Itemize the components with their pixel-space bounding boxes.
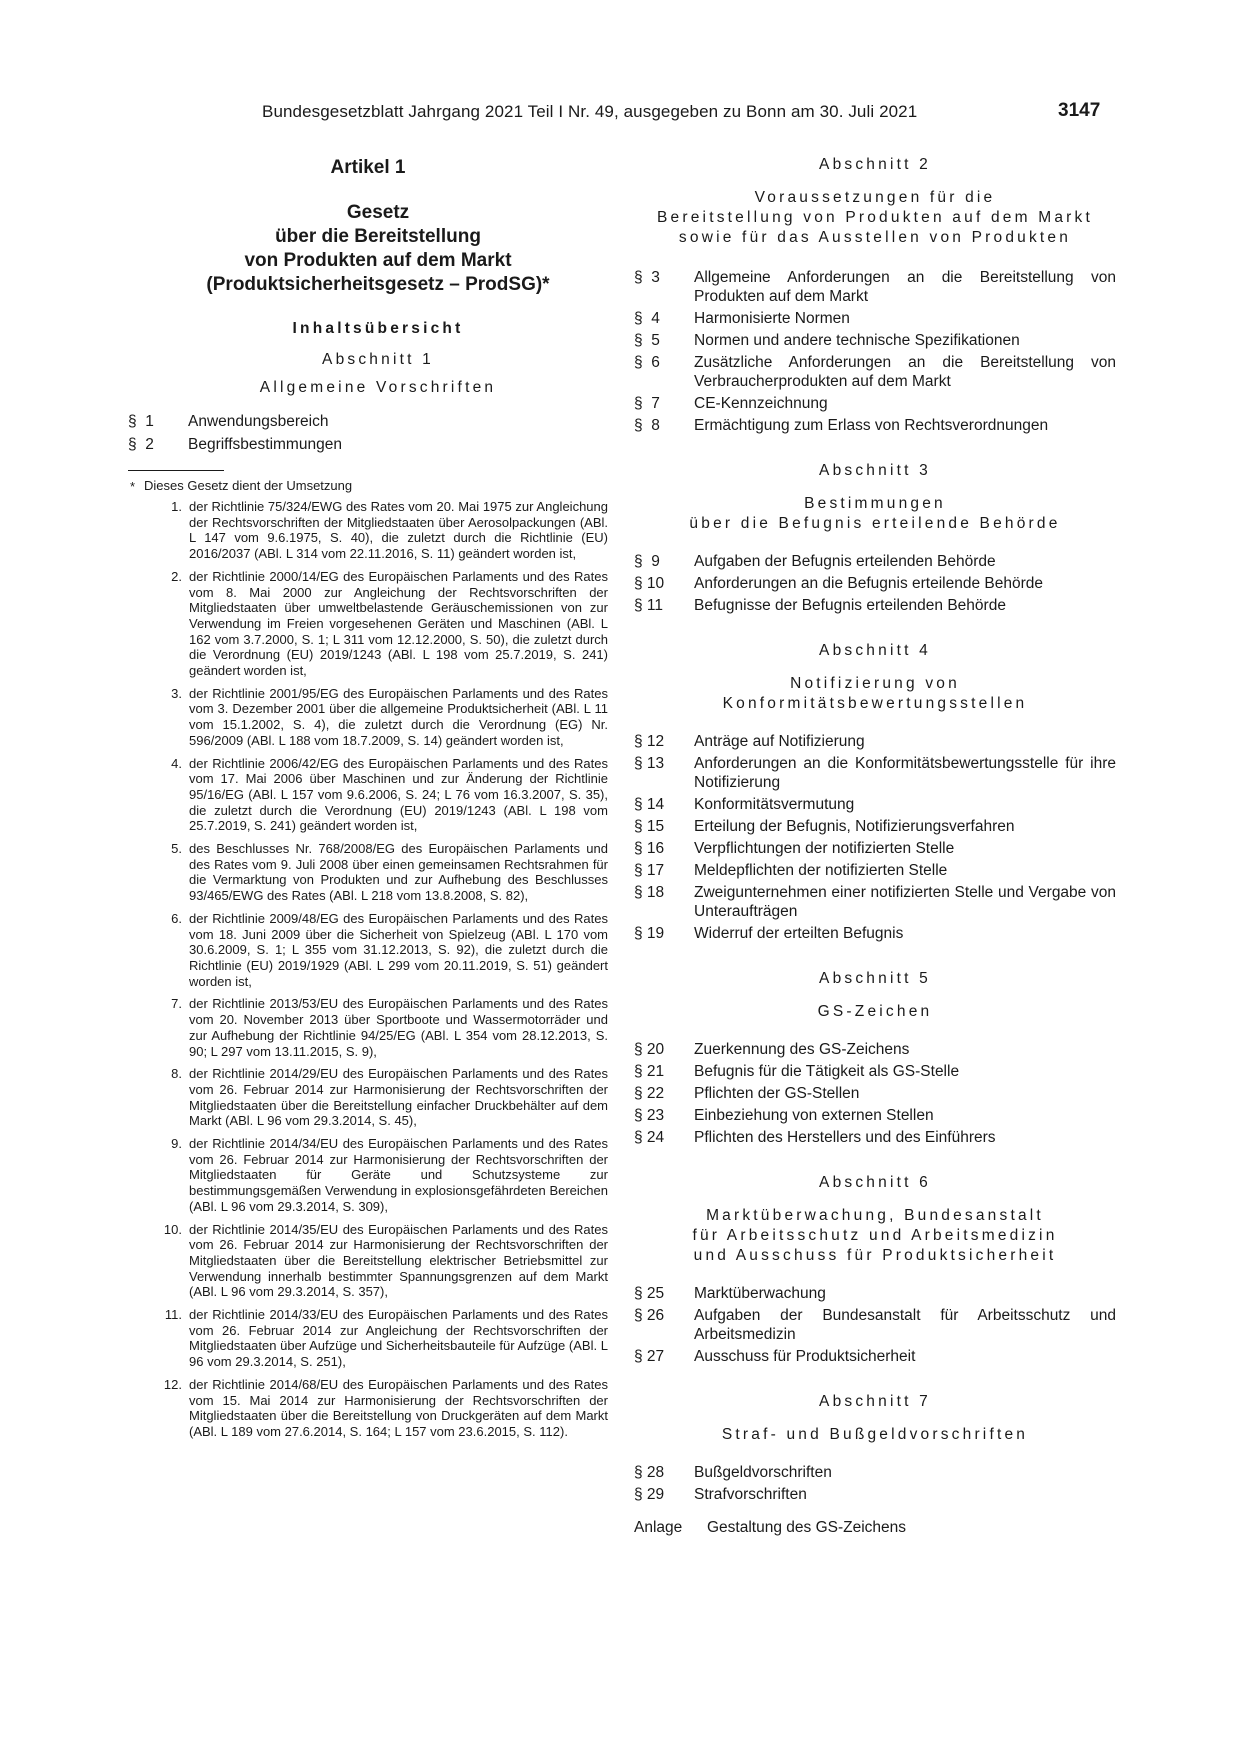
section-label: Abschnitt 5 bbox=[819, 970, 931, 987]
section-title-line: Voraussetzungen für die bbox=[754, 189, 996, 206]
paragraph-number: § 29 bbox=[634, 1486, 665, 1503]
law-title-line: Gesetz bbox=[346, 202, 410, 223]
footnote-item bbox=[160, 1307, 608, 1370]
paragraph-number: § 28 bbox=[634, 1464, 665, 1481]
toc-item[interactable] bbox=[634, 416, 1116, 435]
footnote-item-text: der Richtlinie 2014/29/EU des Europäischen Parlaments und des Rates vom 26. Februar 2014 zur Harmonisierung der Rechtsvorschriften der Mitgliedstaaten über die Bereitstellung einfacher Druckbehälter auf dem Markt (ABl. L 96 vom 29.3.2014, S. 45), bbox=[189, 1066, 608, 1129]
toc-item[interactable] bbox=[634, 1084, 1116, 1103]
toc-item-title: Zuerkennung des GS-Zeichens bbox=[694, 1041, 910, 1058]
toc-item[interactable] bbox=[634, 309, 1116, 328]
paragraph-number: § 27 bbox=[634, 1348, 665, 1365]
footnote-item-number: 4. bbox=[171, 755, 182, 771]
toc-item[interactable] bbox=[634, 754, 1116, 792]
paragraph-number: § 19 bbox=[634, 925, 665, 942]
section-title bbox=[634, 188, 1116, 248]
toc-item-title: Anwendungsbereich bbox=[188, 413, 329, 430]
section-6-items bbox=[634, 1284, 1116, 1366]
anlage-label: Anlage bbox=[634, 1519, 683, 1536]
law-title-line: von Produkten auf dem Markt bbox=[244, 250, 512, 271]
paragraph-number: § 7 bbox=[634, 395, 660, 412]
footnote-item-number: 8. bbox=[171, 1066, 182, 1082]
toc-item-title: Anträge auf Notifizierung bbox=[694, 733, 865, 750]
toc-item[interactable] bbox=[634, 268, 1116, 306]
footnote-intro bbox=[128, 477, 608, 494]
toc-item-title: Befugnis für die Tätigkeit als GS-Stelle bbox=[694, 1063, 960, 1080]
toc-item[interactable] bbox=[634, 732, 1116, 751]
toc-item-title: Allgemeine Anforderungen an die Bereitstellung von Produkten auf dem Markt bbox=[694, 269, 1116, 305]
toc-item-title: Harmonisierte Normen bbox=[694, 310, 850, 327]
section-title-line: Bestimmungen bbox=[804, 495, 946, 512]
footnote-item-number: 10. bbox=[163, 1221, 182, 1237]
toc-item-title: Anforderungen an die Konformitätsbewertungsstelle für ihre Notifizierung bbox=[694, 755, 1116, 791]
section-title bbox=[634, 1206, 1116, 1266]
paragraph-number: § 6 bbox=[634, 354, 660, 371]
section-label: Abschnitt 6 bbox=[819, 1174, 931, 1191]
section-label: Abschnitt 4 bbox=[819, 642, 931, 659]
footnote-item-text: der Richtlinie 2013/53/EU des Europäischen Parlaments und des Rates vom 20. November 2013 über Sportboote und Wassermotorräder und zur Aufhebung der Richtlinie 94/25/EG (ABl. L 354 vom 28.12.2013, S. 90; L 297 vom 13.11.2015, S. 9), bbox=[189, 996, 608, 1059]
paragraph-number: § 15 bbox=[634, 818, 665, 835]
footnote-item-text: der Richtlinie 75/324/EWG des Rates vom 20. Mai 1975 zur Angleichung der Rechtsvorschriften der Mitgliedstaaten über Aerosolpackungen (ABl. L 147 vom 9.6.1975, S. 40), die zuletzt durch die Richtlinie (EU) 2016/2037 (ABl. L 314 vom 22.11.2016, S. 11) geändert worden ist, bbox=[189, 499, 608, 562]
toc-item[interactable] bbox=[634, 394, 1116, 413]
toc-item-title: Pflichten der GS-Stellen bbox=[694, 1085, 860, 1102]
toc-item[interactable] bbox=[128, 412, 608, 431]
article-label: Artikel 1 bbox=[330, 157, 406, 178]
toc-item[interactable] bbox=[634, 1485, 1116, 1504]
section-7-items bbox=[634, 1463, 1116, 1504]
toc-item-title: Widerruf der erteilten Befugnis bbox=[694, 925, 904, 942]
footnote-marker: * bbox=[130, 479, 136, 494]
paragraph-number: § 26 bbox=[634, 1307, 665, 1324]
section-1-items bbox=[128, 412, 608, 454]
paragraph-number: § 13 bbox=[634, 755, 665, 772]
paragraph-number: § 1 bbox=[128, 413, 154, 430]
footnote-separator bbox=[128, 470, 224, 471]
section-label: Abschnitt 2 bbox=[819, 156, 931, 173]
footnote-item-text: der Richtlinie 2006/42/EG des Europäischen Parlaments und des Rates vom 17. Mai 2006 über Maschinen und zur Änderung der Richtlinie 95/16/EG (ABl. L 157 vom 9.6.2006, S. 24; L 76 vom 16.3.2007, S. 35), die zuletzt durch die Verordnung (EU) 2019/1243 (ABl. L 198 vom 25.7.2019, S. 241) geändert worden ist, bbox=[189, 755, 608, 834]
footnote-item bbox=[160, 499, 608, 562]
paragraph-number: § 21 bbox=[634, 1063, 665, 1080]
section-title: GS-Zeichen bbox=[817, 1003, 933, 1020]
toc-item-title: Bußgeldvorschriften bbox=[694, 1464, 832, 1481]
footnote-item-number: 6. bbox=[171, 910, 182, 926]
section-title-line: über die Befugnis erteilende Behörde bbox=[689, 515, 1061, 532]
toc-heading: Inhaltsübersicht bbox=[292, 320, 464, 337]
footnote-item-text: der Richtlinie 2014/34/EU des Europäischen Parlaments und des Rates vom 26. Februar 2014 zur Harmonisierung der Rechtsvorschriften der Mitgliedstaaten für Geräte und Schutzsysteme zur bestimmungsgemäßen Verwendung in explosionsgefährdeten Bereichen (ABl. L 96 vom 29.3.2014, S. 309), bbox=[189, 1136, 608, 1214]
toc-item[interactable] bbox=[634, 331, 1116, 350]
paragraph-number: § 18 bbox=[634, 884, 665, 901]
page-header bbox=[0, 0, 1241, 130]
section-title-line: für Arbeitsschutz und Arbeitsmedizin bbox=[692, 1227, 1058, 1244]
paragraph-number: § 24 bbox=[634, 1129, 665, 1146]
paragraph-number: § 16 bbox=[634, 840, 665, 857]
toc-item-title: Meldepflichten der notifizierten Stelle bbox=[694, 862, 948, 879]
footnote-item-number: 5. bbox=[171, 841, 182, 857]
footnote-list bbox=[128, 499, 608, 1440]
toc-item-title: Einbeziehung von externen Stellen bbox=[694, 1107, 934, 1124]
toc-item[interactable] bbox=[634, 1284, 1116, 1303]
paragraph-number: § 22 bbox=[634, 1085, 665, 1102]
paragraph-number: § 2 bbox=[128, 436, 154, 453]
toc-item[interactable] bbox=[634, 1463, 1116, 1482]
toc-item[interactable] bbox=[634, 839, 1116, 858]
toc-item[interactable] bbox=[634, 353, 1116, 391]
footnote-item bbox=[160, 841, 608, 904]
section-title-line: Marktüberwachung, Bundesanstalt bbox=[706, 1207, 1044, 1224]
footnote-item bbox=[160, 1377, 608, 1440]
section-label: Abschnitt 7 bbox=[819, 1393, 931, 1410]
footnote-item bbox=[160, 996, 608, 1059]
section-label: Abschnitt 1 bbox=[322, 351, 434, 368]
section-label: Abschnitt 3 bbox=[819, 462, 931, 479]
anlage-title: Gestaltung des GS-Zeichens bbox=[707, 1519, 907, 1536]
paragraph-number: § 12 bbox=[634, 733, 665, 750]
toc-item-title: Normen und andere technische Spezifikationen bbox=[694, 332, 1020, 349]
toc-item-title: Konformitätsvermutung bbox=[694, 796, 855, 813]
toc-item-title: Marktüberwachung bbox=[694, 1285, 826, 1302]
paragraph-number: § 11 bbox=[634, 597, 664, 614]
toc-item-title: Aufgaben der Befugnis erteilenden Behörde bbox=[694, 553, 996, 570]
paragraph-number: § 17 bbox=[634, 862, 665, 879]
gazette-title: Bundesgesetzblatt Jahrgang 2021 Teil I Nr. 49, ausgegeben zu Bonn am 30. Juli 2021 bbox=[262, 102, 918, 121]
toc-item-title: Ausschuss für Produktsicherheit bbox=[694, 1348, 916, 1365]
footnote-item-text: der Richtlinie 2000/14/EG des Europäischen Parlaments und des Rates vom 8. Mai 2000 zur Angleichung der Rechtsvorschriften der Mitgliedstaaten über umweltbelastende Geräuschemissionen von zur Verwendung im Freien vorgesehenen Geräten und Maschinen (ABl. L 162 vom 3.7.2000, S. 1; L 311 vom 12.12.2000, S. 50), die zuletzt durch die Verordnung (EU) 2019/1243 (ABl. L 198 vom 25.7.2019, S. 241) geändert worden ist, bbox=[189, 568, 608, 679]
footnote-item bbox=[160, 911, 608, 990]
footnote-item-number: 2. bbox=[171, 568, 182, 584]
paragraph-number: § 14 bbox=[634, 796, 665, 813]
toc-item-title: Erteilung der Befugnis, Notifizierungsverfahren bbox=[694, 818, 1015, 835]
paragraph-number: § 10 bbox=[634, 575, 665, 592]
toc-item-title: Ermächtigung zum Erlass von Rechtsverordnungen bbox=[694, 417, 1049, 434]
paragraph-number: § 20 bbox=[634, 1041, 665, 1058]
footnote-item bbox=[160, 569, 608, 679]
toc-item-title: Verpflichtungen der notifizierten Stelle bbox=[694, 840, 955, 857]
toc-item[interactable] bbox=[634, 924, 1116, 943]
footnote-item bbox=[160, 1136, 608, 1215]
footnote-item-text: der Richtlinie 2001/95/EG des Europäischen Parlaments und des Rates vom 3. Dezember 2001 über die allgemeine Produktsicherheit (ABl. L 11 vom 15.1.2002, S. 4), die zuletzt durch die Verordnung (EG) Nr. 596/2009 (ABl. L 188 vom 18.7.2009, S. 14) geändert worden ist, bbox=[189, 685, 608, 748]
paragraph-number: § 8 bbox=[634, 417, 660, 434]
footnote-item bbox=[160, 756, 608, 835]
footnote-item-number: 9. bbox=[171, 1136, 182, 1152]
toc-item-title: CE-Kennzeichnung bbox=[694, 395, 828, 412]
toc-item[interactable] bbox=[634, 1106, 1116, 1125]
toc-item[interactable] bbox=[634, 1062, 1116, 1081]
footnote-item-text: der Richtlinie 2014/68/EU des Europäischen Parlaments und des Rates vom 15. Mai 2014 zur Harmonisierung der Rechtsvorschriften der Mitgliedstaaten über die Bereitstellung von Druckgeräten auf dem Markt (ABl. L 189 vom 27.6.2014, S. 164; L 157 vom 23.6.2015, S. 112). bbox=[189, 1376, 608, 1439]
toc-item-title: Aufgaben der Bundesanstalt für Arbeitsschutz und Arbeitsmedizin bbox=[694, 1307, 1116, 1343]
footnote-item-text: der Richtlinie 2014/33/EU des Europäischen Parlaments und des Rates vom 26. Februar 2014 zur Angleichung der Rechtsvorschriften der Mitgliedstaaten über Aufzüge und Sicherheitsbauteile für Aufzüge (ABl. L 96 vom 29.3.2014, S. 251), bbox=[189, 1307, 608, 1370]
toc-item[interactable] bbox=[634, 574, 1116, 593]
footnote-item-number: 11. bbox=[164, 1307, 182, 1323]
anlage-item[interactable] bbox=[634, 1518, 1116, 1537]
paragraph-number: § 25 bbox=[634, 1285, 665, 1302]
section-2-items bbox=[634, 268, 1116, 435]
toc-item[interactable] bbox=[128, 435, 608, 454]
section-4-items bbox=[634, 732, 1116, 943]
section-title bbox=[634, 494, 1116, 534]
toc-item[interactable] bbox=[634, 795, 1116, 814]
paragraph-number: § 9 bbox=[634, 553, 660, 570]
section-title-line: Konformitätsbewertungsstellen bbox=[722, 695, 1028, 712]
right-column bbox=[634, 155, 1116, 1537]
toc-item[interactable] bbox=[634, 883, 1116, 921]
toc-item[interactable] bbox=[634, 596, 1116, 615]
section-title: Straf- und Bußgeldvorschriften bbox=[721, 1426, 1029, 1443]
toc-item-title: Zweigunternehmen einer notifizierten Stelle und Vergabe von Unteraufträgen bbox=[694, 884, 1116, 920]
section-3-items bbox=[634, 552, 1116, 615]
toc-item[interactable] bbox=[634, 1128, 1116, 1147]
footnote-item-number: 7. bbox=[171, 996, 182, 1012]
toc-item-title: Anforderungen an die Befugnis erteilende Behörde bbox=[694, 575, 1044, 592]
toc-item[interactable] bbox=[634, 1347, 1116, 1366]
toc-item-title: Begriffsbestimmungen bbox=[188, 436, 342, 453]
footnote-item-number: 1. bbox=[171, 499, 182, 514]
footnote-item-number: 3. bbox=[171, 685, 182, 701]
law-title-line: (Produktsicherheitsgesetz – ProdSG)* bbox=[206, 274, 550, 295]
law-title-line: über die Bereitstellung bbox=[275, 226, 481, 247]
toc-item[interactable] bbox=[634, 1306, 1116, 1344]
toc-item[interactable] bbox=[634, 817, 1116, 836]
section-title-line: sowie für das Ausstellen von Produkten bbox=[678, 229, 1072, 246]
footnote-item-text: des Beschlusses Nr. 768/2008/EG des Europäischen Parlaments und des Rates vom 9. Juli 2008 über einen gemeinsamen Rechtsrahmen für die Vermarktung von Produkten und zur Aufhebung des Beschlusses 93/465/EWG des Rates (ABl. L 218 vom 13.8.2008, S. 82), bbox=[189, 841, 608, 904]
section-title-line: Notifizierung von bbox=[790, 675, 960, 692]
paragraph-number: § 23 bbox=[634, 1107, 665, 1124]
footnote-item-number: 12. bbox=[163, 1376, 182, 1392]
toc-item-title: Strafvorschriften bbox=[694, 1486, 807, 1503]
footnote-item-text: der Richtlinie 2009/48/EG des Europäischen Parlaments und des Rates vom 18. Juni 2009 über die Sicherheit von Spielzeug (ABl. L 170 vom 30.6.2009, S. 1; L 355 vom 31.12.2013, S. 92), die zuletzt durch die Richtlinie (EU) 2019/1929 (ABl. L 299 vom 20.11.2019, S. 51) geändert worden ist, bbox=[189, 910, 608, 989]
law-title bbox=[148, 201, 608, 297]
toc-item-title: Befugnisse der Befugnis erteilenden Behörde bbox=[694, 597, 1006, 614]
footnote-item bbox=[160, 1066, 608, 1129]
toc-item[interactable] bbox=[634, 1040, 1116, 1059]
page-number: 3147 bbox=[1058, 100, 1101, 121]
section-title bbox=[634, 674, 1116, 714]
paragraph-number: § 4 bbox=[634, 310, 660, 327]
paragraph-number: § 5 bbox=[634, 332, 660, 349]
paragraph-number: § 3 bbox=[634, 269, 660, 286]
toc-item[interactable] bbox=[634, 861, 1116, 880]
section-title-line: Bereitstellung von Produkten auf dem Markt bbox=[657, 209, 1093, 226]
toc-item[interactable] bbox=[634, 552, 1116, 571]
toc-item-title: Pflichten des Herstellers und des Einführers bbox=[694, 1129, 996, 1146]
section-title-line: und Ausschuss für Produktsicherheit bbox=[693, 1247, 1057, 1264]
footnote-item-text: der Richtlinie 2014/35/EU des Europäischen Parlaments und des Rates vom 26. Februar 2014 zur Harmonisierung der Rechtsvorschriften der Mitgliedstaaten über die Bereitstellung elektrischer Betriebsmittel zur Verwendung innerhalb bestimmter Spannungsgrenzen auf dem Markt (ABl. L 96 vom 29.3.2014, S. 357), bbox=[189, 1221, 608, 1300]
left-column bbox=[128, 155, 608, 1440]
footnote-item bbox=[160, 1222, 608, 1301]
footnote-intro-text: Dieses Gesetz dient der Umsetzung bbox=[144, 478, 353, 493]
toc-item-title: Zusätzliche Anforderungen an die Bereitstellung von Verbraucherprodukten auf dem Markt bbox=[694, 354, 1116, 390]
section-5-items bbox=[634, 1040, 1116, 1147]
section-title: Allgemeine Vorschriften bbox=[259, 379, 497, 396]
footnote-item bbox=[160, 686, 608, 749]
